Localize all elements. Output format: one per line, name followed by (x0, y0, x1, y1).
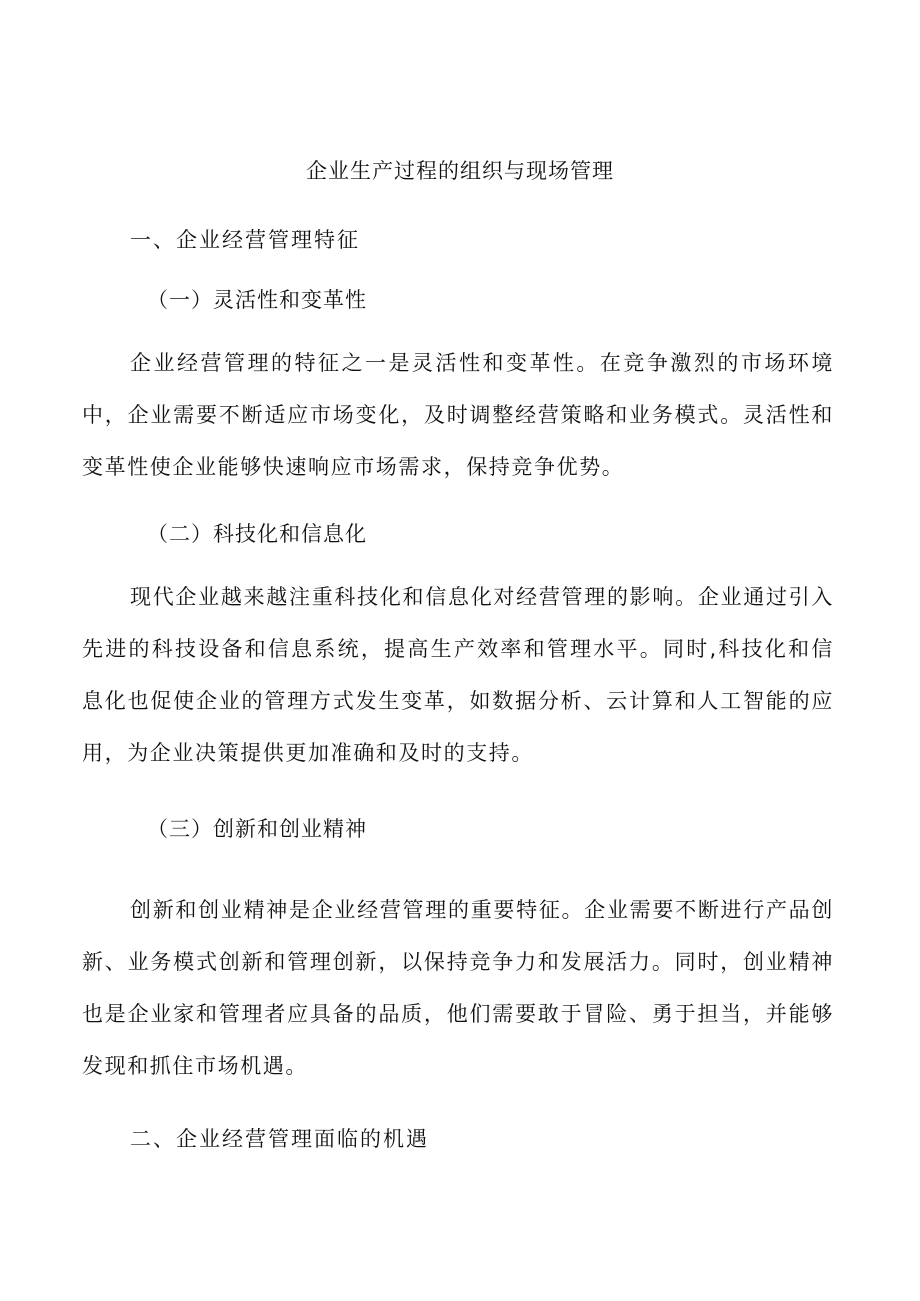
subsection-heading-2: （二）科技化和信息化 (147, 522, 367, 546)
subsection-heading-1: （一）灵活性和变革性 (147, 288, 367, 312)
document-title: 企业生产过程的组织与现场管理 (306, 159, 614, 183)
subsection-heading-3: （三）创新和创业精神 (147, 817, 367, 841)
paragraph-3: 创新和创业精神是企业经营管理的重要特征。企业需要不断进行产品创新、业务模式创新和管理创新，以保持竞争力和发展活力。同时，创业精神也是企业家和管理者应具备的品质，他们需要敢于冒险、勇于担当，并能够发现和抓住市场机遇。 (82, 898, 834, 1078)
section-heading-1: 一、企业经营管理特征 (130, 228, 360, 252)
paragraph-2: 现代企业越来越注重科技化和信息化对经营管理的影响。企业通过引入先进的科技设备和信息系统，提高生产效率和管理水平。同时,科技化和信息化也促使企业的管理方式发生变革，如数据分析、云计算和人工智能的应用，为企业决策提供更加准确和及时的支持。 (82, 585, 834, 765)
paragraph-1: 企业经营管理的特征之一是灵活性和变革性。在竞争激烈的市场环境中，企业需要不断适应市场变化，及时调整经营策略和业务模式。灵活性和变革性使企业能够快速响应市场需求，保持竞争优势。 (82, 351, 834, 479)
section-heading-2: 二、企业经营管理面临的机遇 (130, 1127, 429, 1151)
